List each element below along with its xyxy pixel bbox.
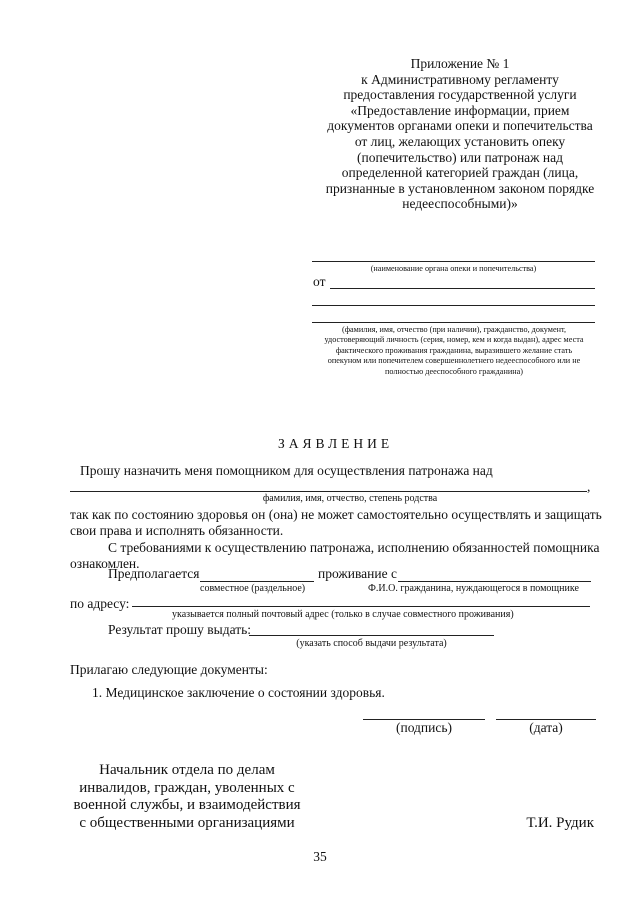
appendix-line: «Предоставление информации, прием <box>350 102 570 118</box>
applicant-caption-line: полностью дееспособного гражданина) <box>385 366 523 376</box>
applicant-caption-line: (фамилия, имя, отчество (при наличии), гражданство, документ, <box>342 325 566 334</box>
ward-caption: фамилия, имя, отчество, степень родства <box>262 493 438 504</box>
applicant-caption <box>304 325 604 377</box>
attachment-item: 1. Медицинское заключение о состоянии здоровья. <box>92 685 385 700</box>
appendix-line: предоставления государственной услуги <box>343 87 577 103</box>
organ-name-line[interactable] <box>312 261 595 262</box>
appendix-header <box>320 56 600 212</box>
from-label: от <box>313 274 326 289</box>
date-caption: (дата) <box>529 720 563 735</box>
applicant-caption-line: удостоверяющий личность (серия, номер, кем и когда выдан), адрес места <box>324 335 584 345</box>
ward-fio-caption: Ф.И.О. гражданина, нуждающегося в помощнике <box>368 583 579 594</box>
ward-fio-line[interactable] <box>398 581 591 582</box>
result-label: Результат прошу выдать: <box>108 622 252 637</box>
ward-name-line[interactable] <box>70 491 587 492</box>
reason-line-2: свои права и исполнять обязанности. <box>70 523 284 538</box>
statement-title: ЗАЯВЛЕНИЕ <box>278 436 394 451</box>
comma-mark: , <box>587 479 591 494</box>
request-text: Прошу назначить меня помощником для осуществления патронажа над <box>80 463 493 478</box>
appendix-line: недееспособными)» <box>402 196 518 212</box>
applicant-line-3[interactable] <box>312 322 595 323</box>
address-line[interactable] <box>132 606 590 607</box>
applicant-line-1[interactable] <box>330 288 595 289</box>
page-number: 35 <box>313 849 327 864</box>
residence-with-label: проживание с <box>318 566 397 581</box>
familiar-line-2: ознакомлен. <box>70 556 140 571</box>
appendix-line: от лиц, желающих установить опеку <box>354 133 566 149</box>
position-line: инвалидов, граждан, уволенных с <box>79 779 295 796</box>
residence-type-caption: совместное (раздельное) <box>200 583 306 594</box>
address-caption: указывается полный почтовый адрес (только в случае совместного проживания) <box>172 609 514 620</box>
signatory-name: Т.И. Рудик <box>526 815 594 831</box>
applicant-caption-line: фактического проживания гражданина, выразившего желание стать <box>335 345 573 355</box>
appendix-line: (попечительство) или патронаж над <box>357 149 563 165</box>
position-line: военной службы, и взаимодействия <box>73 797 301 813</box>
attachments-label: Прилагаю следующие документы: <box>70 662 268 677</box>
result-method-line[interactable] <box>249 635 494 636</box>
organ-caption: (наименование органа опеки и попечительства) <box>370 264 537 273</box>
signature-caption: (подпись) <box>395 720 453 735</box>
address-label: по адресу: <box>70 596 130 611</box>
appendix-line: признанные в установленном законом порядке <box>325 180 595 196</box>
appendix-line: Приложение № 1 <box>410 56 510 71</box>
appendix-line: определенной категорией граждан (лица, <box>341 165 579 181</box>
applicant-caption-line: опекуном или попечителем совершеннолетнего недееспособного или не <box>327 356 581 366</box>
position-line: с общественными организациями <box>79 814 295 831</box>
familiar-line-1: С требованиями к осуществлению патронажа, исполнению обязанностей помощника <box>108 540 600 555</box>
reason-line-1: так как по состоянию здоровья он (она) не может самостоятельно осуществлять и защищать <box>70 507 602 522</box>
result-caption: (указать способ выдачи результата) <box>296 638 447 649</box>
signatory-position <box>52 762 322 832</box>
appendix-line: документов органами опеки и попечительства <box>327 118 593 134</box>
applicant-line-2[interactable] <box>312 305 595 306</box>
residence-label: Предполагается <box>108 566 200 581</box>
appendix-line: к Административному регламенту <box>361 71 559 87</box>
residence-type-line[interactable] <box>200 581 314 582</box>
position-line: Начальник отдела по делам <box>99 762 275 778</box>
